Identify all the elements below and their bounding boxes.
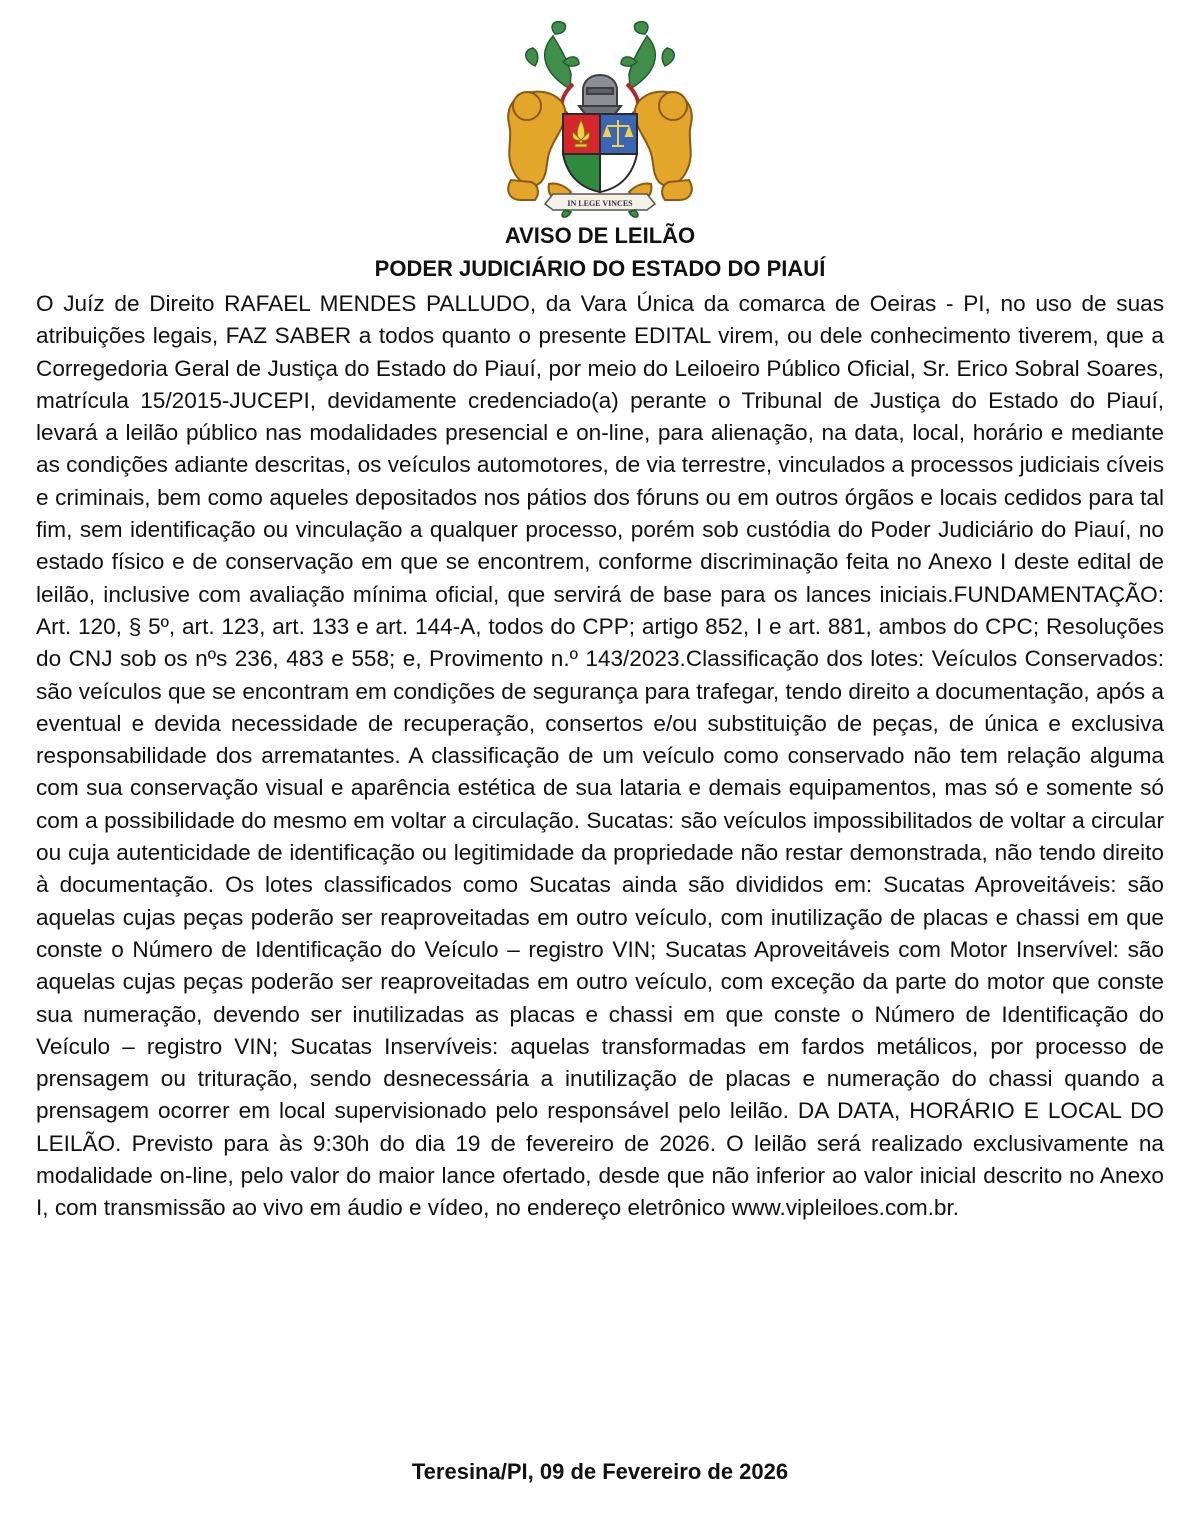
vine-ornament-left [526,22,579,89]
motto-text: IN LEGE VINCES [567,199,633,208]
coat-of-arms-emblem [475,14,725,219]
vine-ornament-right [621,22,674,89]
helmet-crest [579,75,621,114]
lion-supporter-right [629,92,692,201]
vine-ornament-bottom [562,210,638,217]
notice-title: AVISO DE LEILÃO [504,223,696,248]
notice-subtitle: PODER JUDICIÁRIO DO ESTADO DO PIAUÍ [374,256,826,281]
notice-body-paragraph: O Juíz de Direito RAFAEL MENDES PALLUDO, da Vara Única da comarca de Oeiras - PI, no uso de suas atribuições legais, FAZ SABER a todos quanto o presente EDITAL virem, ou dele conhecimento tiverem, que a Corregedoria Geral de Justiça do Estado do Piauí, por meio do Leiloeiro Público Oficial, Sr. Erico Sobral Soares, matrícula 15/2015-JUCEPI, devidamente credenciado(a) perante o Tribunal de Justiça do Estado do Piauí, levará a leilão público nas modalidades presencial e on-line, para alienação, na data, local, horário e mediante as condições adiante descritas, os veículos automotores, de via terrestre, vinculados a processos judiciais cíveis e criminais, bem como aqueles depositados nos pátios dos fóruns ou em outros órgãos e locais cedidos para tal fim, sem identificação ou vinculação a qualquer processo, porém sob custódia do Poder Judiciário do Piauí, no estado físico e de conservação em que se encontrem, conforme discriminação feita no Anexo I deste edital de leilão, inclusive com avaliação mínima oficial, que servirá de base para os lances iniciais.FUNDAMENTAÇÃO: Art. 120, § 5º, art. 123, art. 133 e art. 144-A, todos do CPP; artigo 852, I e art. 881, ambos do CPC; Resoluções do CNJ sob os nºs 236, 483 e 558; e, Provimento n.º 143/2023.Classificação dos lotes: Veículos Conservados: são veículos que se encontram em condições de segurança para trafegar, tendo direito a documentação, após a eventual e devida necessidade de recuperação, consertos e/ou substituição de peças, de única e exclusiva responsabilidade dos arrematantes. A classificação de um veículo como conservado não tem relação alguma com sua conservação visual e aparência estética de sua lataria e demais equipamentos, mas só e somente só com a possibilidade do mesmo em voltar a circulação. Sucatas: são veículos impossibilitados de voltar a circular ou cuja autenticidade de identificação ou legitimidade da propriedade não restar demonstrada, não tendo direito à documentação. Os lotes classificados como Sucatas ainda são divididos em: Sucatas Aproveitáveis: são aquelas cujas peças poderão ser reaproveitadas em outro veículo, com inutilização de placas e chassi em que conste o Número de Identificação do Veículo – registro VIN; Sucatas Aproveitáveis com Motor Inservível: são aquelas cujas peças poderão ser reaproveitadas em outro veículo, com exceção da parte do motor que conste sua numeração, devendo ser inutilizadas as placas e chassi em que conste o Número de Identificação do Veículo – registro VIN; Sucatas Inservíveis: aquelas transformadas em fardos metálicos, por processo de prensagem ou trituração, sendo desnecessária a inutilização de placas e numeração do chassi quando a prensagem ocorrer em local supervisionado pelo responsável pelo leilão. DA DATA, HORÁRIO E LOCAL DO LEILÃO. Previsto para às 9:30h do dia 19 de fevereiro de 2026. O leilão será realizado exclusivamente na modalidade on-line, pelo valor do maior lance ofertado, desde que não inferior ao valor inicial descrito no Anexo I, com transmissão ao vivo em áudio e vídeo, no endereço eletrônico www.vipleiloes.com.br. [36,291,1164,1221]
lion-supporter-left [508,92,571,201]
motto-banner [545,194,655,210]
place-and-date: Teresina/PI, 09 de Fevereiro de 2026 [411,1459,789,1484]
